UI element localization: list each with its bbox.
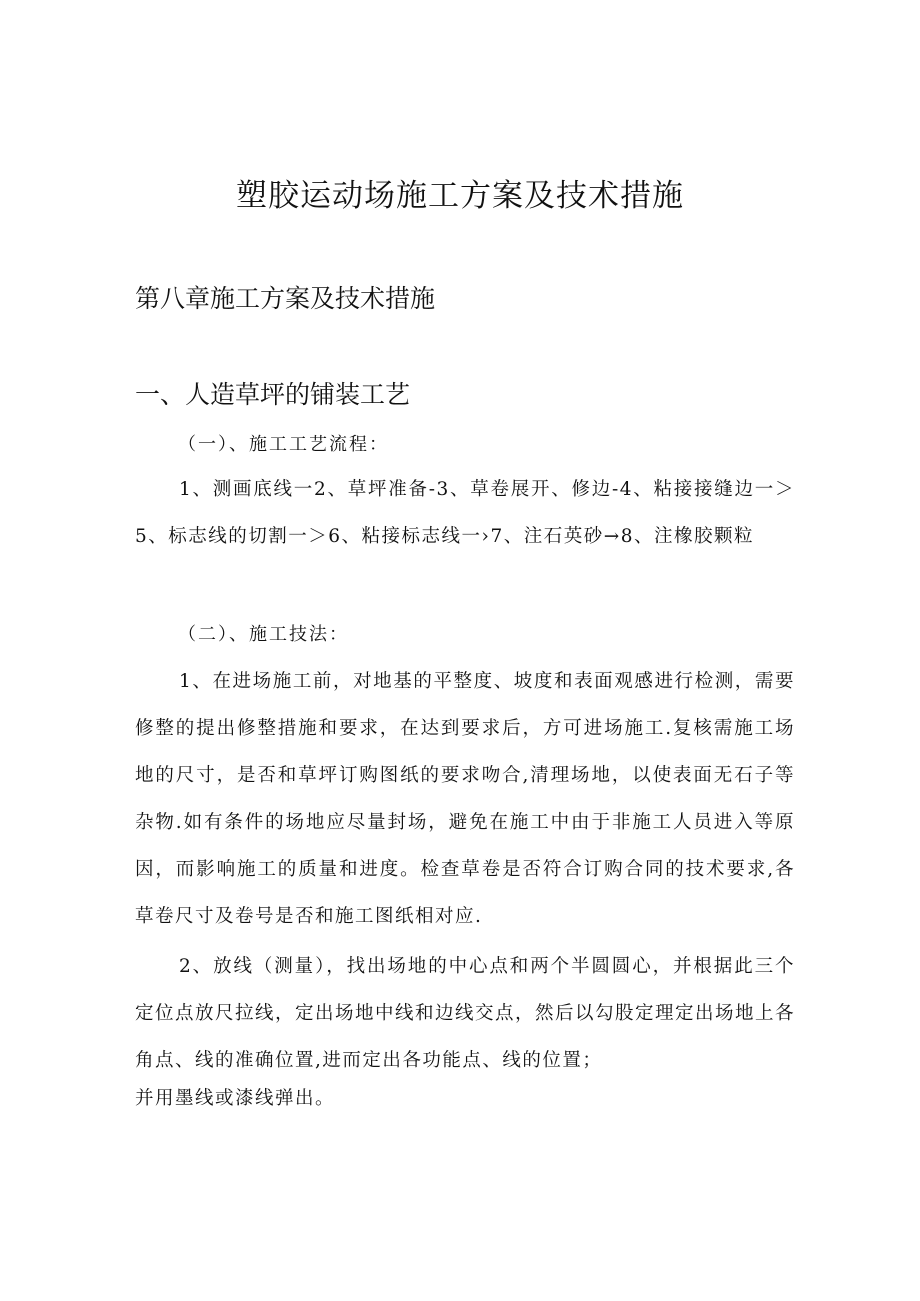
subsection-heading-process: （一）、施工工艺流程： [178,434,389,455]
chapter-heading: 第八章施工方案及技术措施 [135,284,436,313]
paragraph-layout-measurement: 2、放线（测量），找出场地的中心点和两个半圆圆心，并根据此三个定位点放尺拉线，定出场地中线和边线交点，然后以勾股定理定出场地上各角点、线的准确位置,进而定出各功能点、线的位置； [135,956,796,1071]
paragraph-site-inspection: 1、在进场施工前，对地基的平整度、坡度和表面观感进行检测，需要修整的提出修整措施和要求，在达到要求后，方可进场施工.复核需施工场地的尺寸，是否和草坪订购图纸的要求吻合,清理场地，以使表面无石子等杂物.如有条件的场地应尽量封场，避免在施工中由于非施工人员进入等原因，而影响施工的质量和进度。检查草卷是否符合订购合同的技术要求,各草卷尺寸及卷号是否和施工图纸相对应. [135,671,795,927]
subsection-heading-techniques: （二）、施工技法： [178,624,349,645]
document-title: 塑胶运动场施工方案及技术措施 [236,178,684,214]
paragraph-process-flow: 1、测画底线一2、草坪准备-3、草卷展开、修边-4、粘接接缝边一＞5、标志线的切割一＞6、粘接标志线一›7、注石英砂→8、注橡胶颗粒 [135,479,795,547]
section-heading: 一、人造草坪的铺装工艺 [135,380,411,409]
paragraph-layout-measurement-tail: 并用墨线或漆线弹出。 [135,1088,336,1109]
